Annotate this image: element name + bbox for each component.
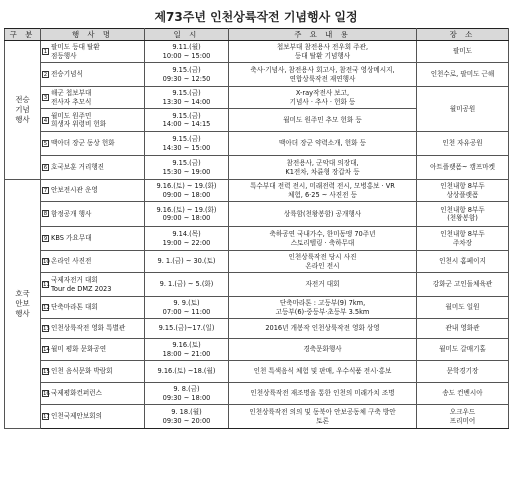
event-name-cell (41, 273, 145, 297)
event-name-cell (41, 202, 145, 227)
event-name-line: 단축마라톤 대회 (51, 303, 98, 312)
event-name-cell (41, 339, 145, 361)
event-content-line: 경축문화행사 (303, 345, 342, 354)
event-number-box: 5 (43, 140, 48, 147)
table-row (5, 383, 509, 405)
event-number-box: 4 (43, 117, 48, 124)
event-name-wrap (42, 163, 142, 171)
event-place-line: 송도 컨벤시아 (442, 389, 483, 398)
event-datetime-line: 18:00 ~ 21:00 (162, 349, 211, 358)
event-name-cell (41, 297, 145, 319)
event-datetime-line: 9.16.(토) ~ 19.(화) (156, 182, 217, 191)
category-cell (5, 41, 41, 180)
event-content-line: 2016년 개봉작 인천상륙작전 영화 상영 (265, 324, 380, 333)
event-number-box: 7 (43, 187, 48, 194)
event-datetime-cell (145, 319, 229, 339)
event-name-wrap (42, 112, 142, 128)
event-name-cell (41, 405, 145, 429)
event-name-line: 전승기념식 (51, 70, 83, 79)
event-content-line: 온라인 전시 (305, 261, 340, 270)
event-name-line: 인천국제안보회의 (51, 412, 102, 421)
event-number-box: 2 (43, 71, 48, 78)
event-name-cell (41, 41, 145, 63)
event-datetime-line: 9. 1.(금) ~ 5.(화) (159, 280, 214, 289)
event-content-line: 단축마라톤 : 고등부(9) 7km, (279, 299, 366, 308)
event-datetime-line: 9.16.(토) ~18.(월) (157, 367, 216, 376)
event-name-line: 온라인 사진전 (51, 257, 92, 266)
category-cell (5, 180, 41, 429)
schedule-table (4, 28, 509, 429)
event-name-line: 안보전시관 운영 (51, 186, 98, 195)
event-datetime-line: 10:00 ~ 15:00 (162, 51, 211, 60)
event-content-cell (229, 297, 417, 319)
event-name-wrap (42, 324, 142, 332)
table-row (5, 273, 509, 297)
event-content-cell (229, 227, 417, 251)
event-content-line: 기념사 · 추사 · 헌화 등 (289, 97, 356, 106)
event-datetime-cell (145, 109, 229, 132)
event-number-box: 15 (43, 368, 50, 375)
table-row (5, 405, 509, 429)
event-place-cell (417, 63, 509, 87)
event-name-wrap (42, 210, 142, 218)
event-content-line: 특수부대 전력 전시, 미래전력 전시, 모병홍보 · VR (250, 182, 395, 191)
category-label: 기념 (15, 105, 30, 114)
event-content-line: 토론 (316, 416, 329, 425)
event-number-box: 10 (43, 258, 50, 265)
event-name (51, 345, 106, 353)
header-datetime: 일 시 (145, 29, 229, 41)
event-content-cell (229, 319, 417, 339)
event-datetime-cell (145, 361, 229, 383)
event-place-line: 월미도 갈매기홀 (439, 345, 486, 354)
event-name-line: Tour de DMZ 2023 (51, 284, 112, 293)
event-content-cell (229, 202, 417, 227)
event-name-cell (41, 156, 145, 180)
event-content-line: 상륙함(천왕봉함) 공개행사 (283, 209, 362, 218)
table-row (5, 41, 509, 63)
event-datetime-line: 9. 8.(금) (173, 385, 200, 394)
event-content-line: 축하공연 국내가수, 한미동맹 70주년 (269, 230, 376, 239)
event-name (51, 412, 102, 420)
event-number-box: 3 (43, 95, 48, 101)
event-name (51, 139, 115, 147)
event-name-wrap (42, 43, 142, 59)
event-content-cell (229, 156, 417, 180)
event-name-line: 국제평화컨퍼런스 (51, 389, 102, 398)
event-name-wrap (42, 276, 142, 292)
event-place-line: 프리미어 (449, 416, 476, 425)
event-name-cell (41, 227, 145, 251)
event-place-cell (417, 132, 509, 156)
document-title: 제73주년 인천상륙작전 기념행사 일정 (154, 10, 358, 24)
event-content-line: 인천 특색음식 체험 및 판매, 우수식품 전시·홍보 (253, 367, 392, 376)
event-name-cell (41, 383, 145, 405)
event-name-line: 국제자전거 대회 (51, 276, 98, 285)
table-row (5, 132, 509, 156)
event-number-box: 6 (43, 164, 48, 171)
event-place-cell (417, 405, 509, 429)
event-datetime-line: 07:00 ~ 11:00 (162, 307, 211, 316)
event-place-line: 팔미도 (452, 47, 473, 56)
event-number-box: 16 (43, 390, 50, 397)
category-label: 호국 (15, 289, 30, 299)
table-row (5, 180, 509, 202)
event-name-line: 함정공개 행사 (51, 209, 92, 218)
event-place-line: 인천시 홈페이지 (439, 257, 486, 266)
event-name (51, 70, 83, 78)
event-place-cell (417, 156, 509, 180)
event-content-cell (229, 383, 417, 405)
event-number-box: 17 (43, 413, 50, 420)
event-place-line: 월미도 일원 (445, 303, 480, 312)
event-place-line: 상상플랫폼 (446, 190, 479, 199)
event-content-cell (229, 109, 417, 132)
header-row (5, 29, 509, 41)
event-name-cell (41, 319, 145, 339)
event-content-line: 인천상륙작전 재조명을 통한 인천의 미래가치 조명 (250, 389, 395, 398)
event-datetime-line: 09:30 ~ 12:50 (162, 74, 211, 83)
event-number-box: 12 (43, 304, 50, 311)
event-name-line: 인천상륙작전 영화 특별관 (51, 324, 126, 333)
event-name-wrap (42, 345, 142, 353)
event-datetime-cell (145, 297, 229, 319)
event-content-cell (229, 180, 417, 202)
event-name-line: 호국보훈 거리행진 (51, 163, 105, 172)
event-datetime-line: 9.16.(토) (172, 341, 201, 350)
table-row (5, 156, 509, 180)
event-place-line: 인천수로, 팔미도 근해 (430, 70, 495, 79)
event-number-box: 9 (43, 235, 48, 242)
event-name (51, 234, 92, 242)
event-name-cell (41, 132, 145, 156)
event-name (51, 163, 104, 171)
event-datetime-line: 14:00 ~ 14:15 (162, 120, 211, 128)
event-datetime-line: 9.15.(금) (172, 135, 201, 144)
table-row (5, 87, 509, 109)
event-place-line: (천왕봉함) (447, 214, 478, 222)
event-datetime-line: 09:30 ~ 20:00 (162, 416, 211, 425)
event-number-box: 13 (43, 325, 50, 332)
event-place-cell (417, 251, 509, 273)
event-datetime-line: 9.15.(금) (172, 89, 201, 98)
event-name-line: 맥아더 장군 동상 헌화 (51, 139, 115, 148)
event-place-line: 인천내항 8부두 (440, 230, 485, 239)
category-label: 안보 (15, 299, 30, 308)
event-name-wrap (42, 412, 142, 420)
event-name (51, 303, 98, 311)
event-datetime-cell (145, 227, 229, 251)
category-label: 행사 (15, 114, 30, 124)
event-content-line: K1전차, 차륜형 장갑차 등 (285, 167, 360, 176)
event-datetime-cell (145, 405, 229, 429)
event-name-cell (41, 180, 145, 202)
schedule-body (5, 41, 509, 429)
event-name-line: 팔미도 등대 탈환 (51, 43, 100, 52)
event-datetime-line: 9.15.(금) (172, 66, 201, 75)
event-name-wrap (42, 303, 142, 311)
event-content-line: 스토리텔링 · 축하무대 (290, 238, 355, 247)
event-name-line: 희생자 위령비 헌화 (51, 120, 107, 128)
event-name-cell (41, 63, 145, 87)
event-number-box: 14 (43, 346, 50, 353)
event-place-cell (417, 339, 509, 361)
event-place-cell (417, 41, 509, 63)
event-datetime-cell (145, 251, 229, 273)
event-content-line: 축사·기념사, 참전용사 회고사, 참전국 영상메시지, (250, 66, 395, 75)
table-row (5, 63, 509, 87)
event-datetime-cell (145, 132, 229, 156)
event-place-cell (417, 297, 509, 319)
event-content-cell (229, 41, 417, 63)
event-number-box: 1 (43, 49, 48, 55)
event-datetime-cell (145, 87, 229, 109)
table-row (5, 319, 509, 339)
event-datetime-cell (145, 41, 229, 63)
event-name-wrap (42, 257, 142, 265)
event-name-wrap (42, 89, 142, 105)
event-name (51, 112, 106, 128)
event-datetime-line: 9.15.(금)~17.(일) (158, 324, 215, 333)
event-place-line: 관내 영화관 (445, 324, 480, 333)
table-row (5, 251, 509, 273)
event-name-wrap (42, 389, 142, 397)
event-name-cell (41, 109, 145, 132)
event-datetime-line: 09:30 ~ 18:00 (162, 393, 211, 402)
event-content-cell (229, 251, 417, 273)
event-content-line: 월미도 원주민 추모 헌화 등 (283, 115, 362, 124)
event-name-cell (41, 251, 145, 273)
event-content-cell (229, 361, 417, 383)
event-datetime-line: 9. 18.(월) (171, 408, 202, 417)
event-name-line: 인천 음식문화 박람회 (51, 367, 113, 376)
header-event-name: 행 사 명 (41, 29, 145, 41)
event-name-line: 해군 첩보부대 (51, 89, 92, 98)
event-datetime-line: 9. 1.(금) ~ 30.(토) (157, 257, 216, 266)
event-content-line: 체험, 6·25 ~ 사진전 등 (288, 190, 357, 199)
event-place-line: 강화군 고인돌체육관 (432, 280, 493, 289)
table-row (5, 361, 509, 383)
event-name (51, 367, 113, 375)
event-datetime-cell (145, 156, 229, 180)
event-content-line: 자전거 대회 (305, 280, 340, 289)
table-row (5, 227, 509, 251)
event-datetime-line: 13:30 ~ 14:00 (162, 97, 211, 106)
event-content-line: X-ray작전사 보고, (295, 89, 350, 98)
event-place-cell (417, 202, 509, 227)
event-datetime-line: 09:00 ~ 18:00 (162, 190, 211, 199)
category-label: 행사 (15, 308, 30, 318)
event-content-cell (229, 405, 417, 429)
event-name-line: 월미 평화 문화공연 (51, 345, 107, 354)
event-datetime-line: 14:30 ~ 15:00 (162, 143, 211, 152)
event-name (51, 257, 91, 265)
event-content-cell (229, 132, 417, 156)
event-content-line: 연합상륙작전 재연행사 (289, 74, 356, 83)
event-place-cell (417, 273, 509, 297)
table-row (5, 297, 509, 319)
event-datetime-line: 9.15.(금) (172, 159, 201, 168)
event-datetime-cell (145, 273, 229, 297)
event-content-line: 첩보부대 참전용사 전우회 주관, (276, 43, 369, 52)
event-name-line: KBS 가요무대 (51, 234, 92, 243)
event-number-box: 8 (43, 211, 48, 218)
event-name-line: 전사자 추모식 (51, 97, 92, 106)
event-datetime-line: 9.16.(토) ~ 19.(화) (156, 205, 217, 214)
event-place-line: 오크우드 (449, 408, 476, 417)
event-name-wrap (42, 70, 142, 78)
event-place-line: 인천내항 8부두 (440, 182, 485, 191)
event-datetime-cell (145, 339, 229, 361)
event-name (51, 389, 102, 397)
event-name (51, 89, 91, 105)
event-name (51, 43, 100, 59)
event-datetime-line: 09:00 ~ 18:00 (162, 214, 211, 222)
event-name (51, 276, 111, 292)
event-datetime-line: 15:30 ~ 19:00 (162, 167, 211, 176)
event-content-line: 고등부(6)·중등부·초등부 3.5km (275, 307, 370, 316)
event-datetime-cell (145, 202, 229, 227)
event-place-cell (417, 87, 509, 132)
event-name-wrap (42, 367, 142, 375)
event-name-cell (41, 361, 145, 383)
event-place-cell (417, 227, 509, 251)
event-datetime-line: 19:00 ~ 22:00 (162, 238, 211, 247)
event-name-wrap (42, 139, 142, 147)
event-datetime-line: 9.14.(목) (172, 230, 201, 239)
event-place-cell (417, 180, 509, 202)
event-datetime-line: 9. 9.(토) (173, 299, 200, 308)
header-content: 주 요 내 용 (229, 29, 417, 41)
event-name (51, 210, 91, 218)
event-content-line: 참전용사, 군악대 의장대, (286, 159, 359, 168)
event-datetime-cell (145, 383, 229, 405)
event-content-line: 인천상륙작전 의의 및 동북아 안보공동체 구축 방안 (249, 408, 396, 417)
event-place-line: 인천내항 8부두 (440, 205, 485, 214)
event-datetime-line: 9.11.(월) (172, 43, 201, 52)
event-place-line: 문학경기장 (446, 367, 479, 376)
event-place-line: 주차장 (452, 238, 473, 247)
event-name-line: 월미도 원주민 (51, 111, 92, 120)
event-content-cell (229, 339, 417, 361)
event-name (51, 324, 125, 332)
event-name (51, 186, 98, 194)
event-datetime-cell (145, 180, 229, 202)
event-place-line: 월미공원 (449, 104, 476, 113)
event-place-cell (417, 319, 509, 339)
event-name-wrap (42, 186, 142, 194)
event-name-cell (41, 87, 145, 109)
event-datetime-cell (145, 63, 229, 87)
event-place-line: 인천 자유공원 (442, 139, 483, 148)
event-content-line: 인천상륙작전 당시 사진 (288, 253, 357, 262)
event-place-cell (417, 361, 509, 383)
category-label: 전승 (15, 95, 30, 105)
event-content-cell (229, 273, 417, 297)
event-name-line: 점등행사 (51, 51, 77, 60)
table-row (5, 339, 509, 361)
event-name-wrap (42, 234, 142, 242)
event-number-box: 11 (43, 282, 50, 288)
event-datetime-line: 9.15.(금) (172, 111, 201, 120)
header-category: 구 분 (5, 29, 41, 41)
event-place-cell (417, 383, 509, 405)
header-place: 장 소 (417, 29, 509, 41)
event-content-cell (229, 87, 417, 109)
event-content-cell (229, 63, 417, 87)
table-row (5, 202, 509, 227)
event-content-line: 맥아더 장군 약력소개, 헌화 등 (279, 139, 366, 148)
event-place-line: 아트플랫폼~ 캠프마켓 (430, 163, 495, 172)
event-content-line: 등대 탈환 기념행사 (294, 51, 351, 60)
